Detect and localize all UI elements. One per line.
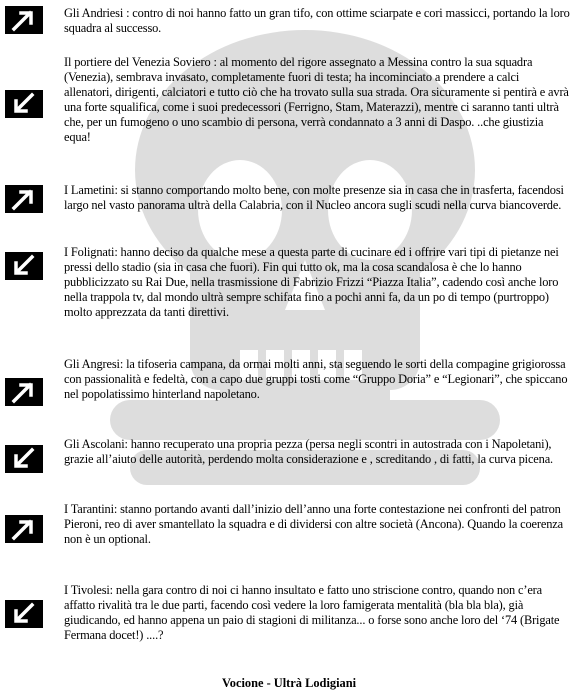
arrow-down-left-icon	[5, 90, 43, 118]
arrow-up-right-icon	[5, 6, 43, 34]
arrow-down-left-icon	[5, 445, 43, 473]
entry-text: Gli Ascolani: hanno recuperato una propria pezza (persa negli scontri in autostrada con i Napoletani), grazie all’aiuto delle autorità, perdendo molta considerazione e , screditando , di fatti, la curva picena.	[64, 437, 553, 466]
arrow-up-right-icon	[5, 185, 43, 213]
footer-signature: Vocione - Ultrà Lodigiani	[221, 676, 357, 690]
entry-text: I Folignati: hanno deciso da qualche mese a questa parte di cucinare ed i offrire vari tipi di pietanze nei pressi dello stadio (sia in casa che fuori). Fin qui tutto ok, ma la cosa scandalosa è che lo hanno pubblicizzato su Rai Due, nella trasmissione di Fabrizio Frizzi “Piazza Italia”, cadendo così anche loro nella trappola tv, dal mondo ultrà sempre schifata fino a pochi anni fa, da un po di tempo (purtroppo) molto apprezzata da tanti direttivi.	[64, 245, 559, 319]
entry-text: I Tarantini: stanno portando avanti dall’inizio dell’anno una forte contestazione nei confronti del patron Pieroni, reo di aver smantellato la squadra e di dividersi con altre società (Ancona). Quando la coerenza non è un optional.	[64, 502, 563, 546]
entry-text: I Tivolesi: nella gara contro di noi ci hanno insultato e fatto uno striscione contro, quando non c’era affatto rivalità tra le due parti, facendo così vedere la loro famigerata mentalità (bla bla bla), già giudicando, ed hanno appena un paio di stagioni di militanza... o forse sono anche loro del ‘74 (Brigate Fermana docet!) ....?	[64, 583, 560, 642]
entry-text: Gli Angresi: la tifoseria campana, da ormai molti anni, sta seguendo le sorti della compagine grigiorossa con passionalità e fedeltà, con a capo due gruppi tosti come “Gruppo Doria” e “Legionari”, che spiccano nel popolatissimo hinterland napoletano.	[64, 357, 568, 401]
arrow-down-left-icon	[5, 252, 43, 280]
arrow-up-right-icon	[5, 515, 43, 543]
entry-text: I Lametini: si stanno comportando molto bene, con molte presenze sia in casa che in trasferta, facendosi largo nel vasto panorama ultrà della Calabria, con il Nucleo ancora sugli scudi nella curva biancoverde.	[64, 183, 564, 212]
arrow-down-left-icon	[5, 600, 43, 628]
entry-text: Gli Andriesi : contro di noi hanno fatto un gran tifo, con ottime sciarpate e cori massicci, portando la loro squadra al successo.	[64, 6, 570, 35]
entry-text: Il portiere del Venezia Soviero : al momento del rigore assegnato a Messina contro la sua squadra (Venezia), sembrava invasato, completamente fuori di testa; ha incominciato a prendere a calci allenatori, dirigenti, calciatori e tutto ciò che ha trovato sulla sua strada. Ora sicuramente si pentirà e avrà una forte squalifica, come i suoi predecessori (Ferrigno, Stam, Materazzi), mentre ci saranno tanti ultrà che, per un fumogeno o uno scambio di persona, verrà condannato a 3 anni di Daspo. ..che giustizia equa!	[64, 55, 569, 144]
arrow-up-right-icon	[5, 378, 43, 406]
